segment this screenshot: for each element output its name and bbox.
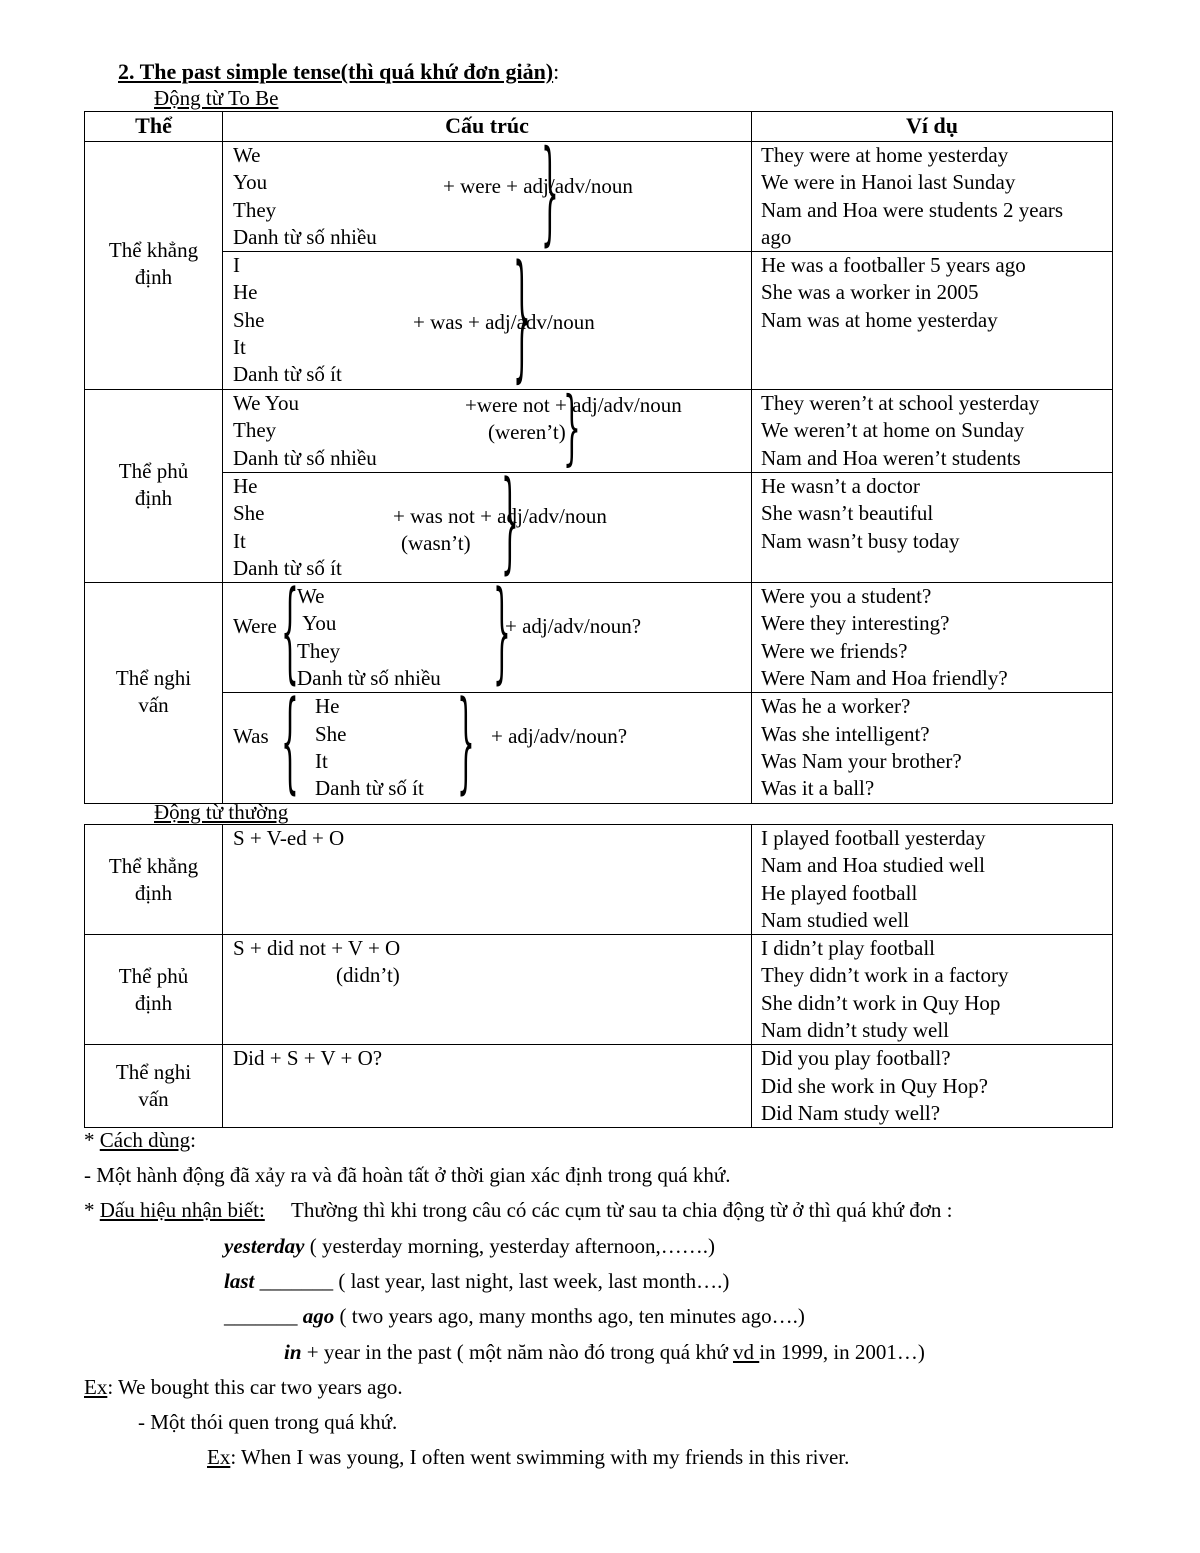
reg-q-formula: Did + S + V + O? bbox=[233, 1046, 383, 1071]
right-brace-icon: } bbox=[563, 379, 581, 476]
form-negative: Thể phủ định bbox=[118, 459, 189, 511]
form-negative: Thể phủ định bbox=[118, 964, 189, 1016]
neg-were-formula: +were not + adj/adv/noun bbox=[465, 393, 682, 418]
q-was-examples: Was he a worker? Was she intelligent? Was Nam your brother? Was it a ball? bbox=[761, 694, 962, 801]
example-2: Ex: When I was young, I often went swimming with my friends in this river. bbox=[207, 1445, 850, 1469]
q-was-subjects: He She It Danh từ số ít bbox=[315, 694, 424, 801]
q-was-formula: + adj/adv/noun? bbox=[491, 724, 628, 749]
right-brace-icon: } bbox=[493, 567, 511, 697]
title-colon: : bbox=[553, 59, 560, 84]
usage-line-2: - Một thói quen trong quá khứ. bbox=[138, 1410, 398, 1434]
aff-were-formula: + were + adj/adv/noun bbox=[443, 174, 633, 198]
q-were-formula: + adj/adv/noun? bbox=[505, 614, 642, 639]
form-affirmative: Thể khẳng định bbox=[108, 854, 199, 905]
page-title bbox=[118, 61, 559, 83]
left-brace-icon: { bbox=[281, 677, 299, 807]
q-were-examples: Were you a student? Were they interesting? Were we friends? Were Nam and Hoa friendly? bbox=[761, 584, 1008, 691]
section-tobe-label: Động từ To Be bbox=[154, 86, 279, 110]
aff-were-examples: They were at home yesterday We were in Hanoi last Sunday Nam and Hoa were students 2 years ago bbox=[761, 143, 1064, 249]
usage-heading: * Cách dùng: bbox=[84, 1128, 196, 1152]
example-1: Ex: We bought this car two years ago. bbox=[84, 1375, 403, 1399]
right-brace-icon: } bbox=[457, 677, 475, 807]
neg-was-formula: + was not + adj/adv/noun bbox=[393, 504, 607, 529]
reg-aff-examples: I played football yesterday Nam and Hoa studied well He played football Nam studied well bbox=[761, 826, 986, 932]
q-was-aux: Was bbox=[233, 724, 269, 749]
title-text: 2. The past simple tense(thì quá khứ đơn giản) bbox=[118, 59, 554, 84]
regular-table bbox=[84, 824, 1113, 1128]
q-were-subjects: We You They Danh từ số nhiều bbox=[297, 584, 441, 691]
header-example: Ví dụ bbox=[906, 113, 958, 138]
neg-were-subjects: We You They Danh từ số nhiều bbox=[233, 391, 377, 470]
tobe-table bbox=[84, 111, 1113, 807]
right-brace-icon: } bbox=[541, 126, 559, 258]
aff-was-examples: He was a footballer 5 years ago She was a worker in 2005 Nam was at home yesterday bbox=[761, 253, 1026, 332]
sign-ago: _______ ago ( two years ago, many months ago, ten minutes ago….) bbox=[224, 1304, 805, 1328]
reg-neg-formula: S + did not + V + O (didn’t) bbox=[233, 936, 401, 988]
form-affirmative: Thể khẳng định bbox=[108, 238, 199, 289]
header-structure: Cấu trúc bbox=[445, 113, 529, 138]
sign-yesterday: yesterday ( yesterday morning, yesterday afternoon,…….) bbox=[224, 1234, 716, 1258]
aff-was-formula: + was + adj/adv/noun bbox=[413, 310, 595, 335]
section-regular-label: Động từ thường bbox=[154, 800, 289, 824]
form-question: Thể nghi vấn bbox=[115, 666, 192, 718]
form-question: Thể nghi vấn bbox=[115, 1060, 192, 1112]
right-brace-icon: } bbox=[513, 235, 531, 398]
neg-was-examples: He wasn’t a doctor She wasn’t beautiful Nam wasn’t busy today bbox=[761, 474, 960, 553]
left-brace-icon: { bbox=[281, 567, 299, 697]
q-were-aux: Were bbox=[233, 614, 277, 639]
right-brace-icon: } bbox=[501, 457, 519, 587]
usage-line-1: - Một hành động đã xảy ra và đã hoàn tất ở thời gian xác định trong quá khứ. bbox=[84, 1163, 731, 1187]
aff-were-subjects: We You They Danh từ số nhiều bbox=[233, 143, 377, 249]
sign-last: last _______ ( last year, last night, last week, last month….) bbox=[224, 1269, 730, 1293]
reg-q-examples: Did you play football? Did she work in Quy Hop? Did Nam study well? bbox=[761, 1046, 988, 1125]
neg-was-contraction: (wasn’t) bbox=[401, 531, 471, 556]
sign-in-year: in + year in the past ( một năm nào đó trong quá khứ vd in 1999, in 2001…) bbox=[284, 1340, 925, 1364]
reg-neg-examples: I didn’t play football They didn’t work in a factory She didn’t work in Quy Hop Nam didn’t study well bbox=[761, 936, 1009, 1043]
signs-line: * Dấu hiệu nhận biết: Thường thì khi trong câu có các cụm từ sau ta chia động từ ở thì quá khứ đơn : bbox=[84, 1198, 953, 1222]
neg-were-contraction: (weren’t) bbox=[488, 420, 566, 445]
reg-aff-formula: S + V-ed + O bbox=[233, 826, 345, 850]
aff-was-subjects: I He She It Danh từ số ít bbox=[233, 253, 342, 387]
neg-were-examples: They weren’t at school yesterday We weren’t at home on Sunday Nam and Hoa weren’t students bbox=[761, 391, 1040, 470]
neg-was-subjects: He She It Danh từ số ít bbox=[233, 474, 342, 581]
header-the: Thể bbox=[135, 113, 172, 138]
